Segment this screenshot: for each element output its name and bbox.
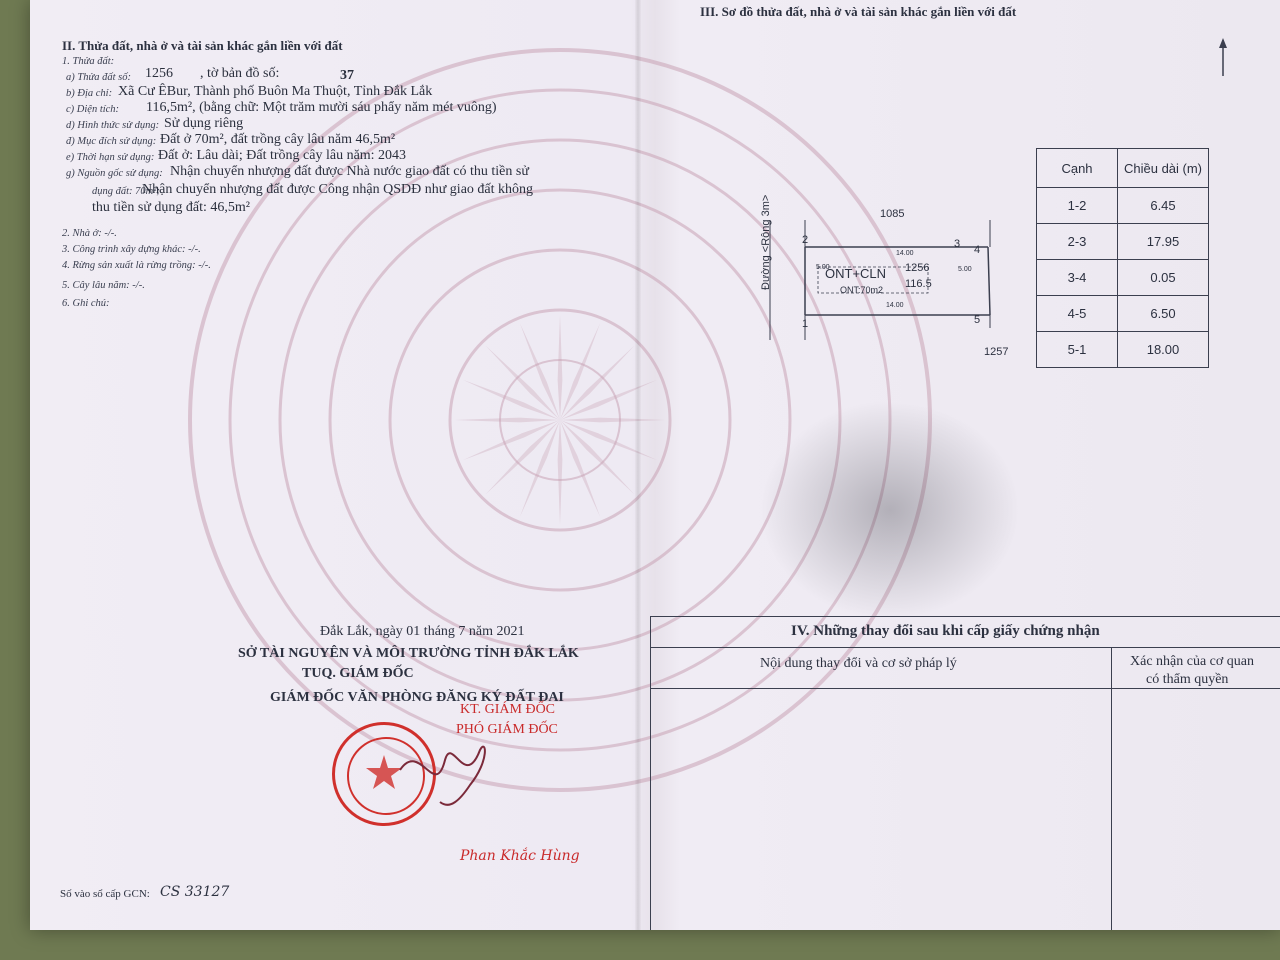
table-cell: 0.05 [1118,260,1209,296]
road-label: Đường <Rộng 3m> [760,194,772,290]
item-house: 2. Nhà ở: -/-. [62,228,117,239]
table-cell: 2-3 [1037,224,1118,260]
table-header-length: Chiều dài (m) [1118,149,1209,188]
item-notes: 6. Ghi chú: [62,298,110,309]
watermark-star-ray [486,420,560,494]
origin-line-2: Nhận chuyển nhượng đất được Công nhận QSDĐ như giao đất không [142,182,534,197]
registry-number: CS 33127 [160,884,230,900]
parcel-area-diagram: 116.5 [905,278,932,290]
point-5: 5 [974,314,981,326]
watermark-star-ray [558,315,563,420]
watermark-star-ray [560,420,634,494]
right-edge-length: 5.00 [958,266,972,273]
changes-section [650,616,1280,930]
page-fold [635,0,641,930]
use-form: Sử dụng riêng [164,116,244,131]
map-sheet-number: 37 [340,68,354,83]
changes-col-approval-2: có thẩm quyền [1146,672,1229,687]
origin-label: g) Nguồn gốc sử dụng: [66,168,163,179]
table-row [1037,332,1209,368]
watermark-star-ray [560,418,665,423]
edge-length-table [1036,148,1209,368]
area: 116,5m², (bằng chữ: Một trăm mười sáu phẩy năm mét vuông) [146,100,497,115]
table-cell: 17.95 [1118,224,1209,260]
tuq-director: TUQ. GIÁM ĐỐC [302,666,414,681]
point-2: 2 [802,234,809,246]
item-forest: 4. Rừng sản xuất là rừng trồng: -/-. [62,260,211,271]
section-ii-title: II. Thửa đất, nhà ở và tài sản khác gắn liền với đất [62,38,343,53]
table-row [1037,260,1209,296]
table-cell: 5-1 [1037,332,1118,368]
adjacent-parcel-north: 1085 [880,208,905,220]
item-other-works: 3. Công trình xây dựng khác: -/-. [62,244,201,255]
table-header-edge: Cạnh [1037,149,1118,188]
changes-col-approval: Xác nhận của cơ quan [1130,654,1255,669]
kt-director: KT. GIÁM ĐỐC [460,702,556,717]
shadow-blob [760,400,1020,620]
watermark-star-ray [455,418,560,423]
north-arrow-icon [1216,38,1230,78]
table-row [1037,296,1209,332]
table-cell: 6.45 [1118,188,1209,224]
address: Xã Cư ÊBur, Thành phố Buôn Ma Thuột, Tỉnh Đắk Lắk [118,84,433,99]
table-row [1037,188,1209,224]
map-sheet-label: , tờ bản đồ số: [200,66,280,81]
top-edge-length: 14.00 [896,250,914,257]
origin-line-1: Nhận chuyển nhượng đất được Nhà nước giao đất có thu tiền sử [170,164,529,179]
adjacent-parcel-south: 1257 [984,346,1009,358]
point-3: 3 [954,238,961,250]
place-date: Đắk Lắk, ngày 01 tháng 7 năm 2021 [320,624,525,639]
watermark-star-ray [558,420,563,525]
changes-title-box [650,616,1280,648]
table-cell: 6.50 [1118,296,1209,332]
land-use-code: ONT+CLN [825,266,887,281]
bottom-edge-length: 14.00 [886,302,904,309]
parcel-number-diagram: 1256 [905,262,930,274]
table-row [1037,224,1209,260]
changes-col-content: Nội dung thay đổi và cơ sở pháp lý [760,656,957,671]
table-header-row [1037,149,1209,188]
point-4: 4 [974,244,981,256]
table-cell: 18.00 [1118,332,1209,368]
term-label: e) Thời hạn sử dụng: [66,152,155,163]
parcel-number: 1256 [145,66,173,81]
ont-area: ONT:70m2 [840,285,884,295]
origin-line-3: thu tiền sử dụng đất: 46,5m² [92,200,250,215]
origin-line-2-label: dụng đất: 70m²; [92,186,160,197]
term: Đất ở: Lâu dài; Đất trồng cây lâu năm: 2043 [158,148,407,163]
purpose: Đất ở 70m², đất trồng cây lâu năm 46,5m² [160,132,396,147]
registry-label: Số vào sổ cấp GCN: [60,888,150,900]
left-edge-length: 5.00 [816,264,830,271]
watermark-star-ray [560,346,634,420]
address-label: b) Địa chỉ: [66,88,113,99]
item-perennial: 5. Cây lâu năm: -/-. [62,280,145,291]
signer-name: Phan Khắc Hùng [460,848,580,864]
table-cell: 3-4 [1037,260,1118,296]
table-cell: 4-5 [1037,296,1118,332]
table-cell: 1-2 [1037,188,1118,224]
changes-title: IV. Những thay đổi sau khi cấp giấy chứng nhận [791,623,1100,639]
watermark-star-ray [486,346,560,420]
issuing-org: SỞ TÀI NGUYÊN VÀ MÔI TRƯỜNG TỈNH ĐẮK LẮK [238,646,579,661]
area-label: c) Diện tích: [66,104,120,115]
certificate-page: II. Thửa đất, nhà ở và tài sản khác gắn liền với đất 1. Thửa đất: a) Thửa đất số: 1256 , tờ bản đồ số: 37 b) Địa chỉ: Xã Cư ÊBur, Thành phố Buôn Ma Thuột, Tỉnh Đắk Lắk c) Diện tích: 116,5m², (bằng chữ: Một trăm mười sáu phẩy năm mét vuông) d) Hình thức sử dụng: Sử dụng riêng đ) Mục đích sử dụng: Đất ở 70m², đất trồng cây lâu năm 46,5m² e) Thời hạn sử dụng: Đất ở: Lâu dài; Đất trồng cây lâu năm: 2043 g) Nguồn gốc sử dụng: Nhận chuyển nhượng đất được Nhà nước giao đất có thu tiền sử dụng đất: 70m²; Nhận chuyển nhượng đất được Công nhận QSDĐ như giao đất không thu tiền sử dụng đất: 46,5m² 2. Nhà ở: -/-. 3. Công trình xây dựng khác: -/-. 4. Rừng sản xuất là rừng trồng: -/-. 5. Cây lâu năm: -/-. 6. Ghi chú: Đắk Lắk, ngày 01 tháng 7 năm 2021 SỞ TÀI NGUYÊN VÀ MÔI TRƯỜNG TỈNH ĐẮK LẮK TUQ. GIÁM ĐỐC GIÁM ĐỐC VĂN PHÒNG ĐĂNG KÝ ĐẤT ĐAI KT. GIÁM ĐỐC PHÓ GIÁM ĐỐC Phan Khắc Hùng Số vào sổ cấp GCN: CS 33127 III. Sơ đồ thửa đất, nhà ở và tài sản khác gắn liền với đất 1085 1257 Đường <Rộng 3m> ONT+CLN 1256 116.5 ONT:70m2 14.00 14.00 5.00 5.00 1 2 3 4 5 Cạnh Chiều dài (m) 1-2 6.45 2-3 17.95 3-4 0.05 4-5 6.50 5-1 18.00 IV. Những thay đổi sau khi cấp giấy chứng nhận Nội dung thay đổi và cơ sở pháp lý Xác nhận của cơ quan có thẩm quyền [30,0,1280,930]
deputy-director: PHÓ GIÁM ĐỐC [456,722,558,737]
parcel-diagram [760,200,1020,370]
point-1: 1 [802,318,809,330]
section-iii-title: III. Sơ đồ thửa đất, nhà ở và tài sản khác gắn liền với đất [700,4,1017,19]
handwritten-signature [390,730,500,820]
office-director: GIÁM ĐỐC VĂN PHÒNG ĐĂNG KÝ ĐẤT ĐAI [270,690,564,705]
purpose-label: đ) Mục đích sử dụng: [66,136,157,147]
parcel-number-label: a) Thửa đất số: [66,72,131,83]
use-form-label: d) Hình thức sử dụng: [66,120,160,131]
